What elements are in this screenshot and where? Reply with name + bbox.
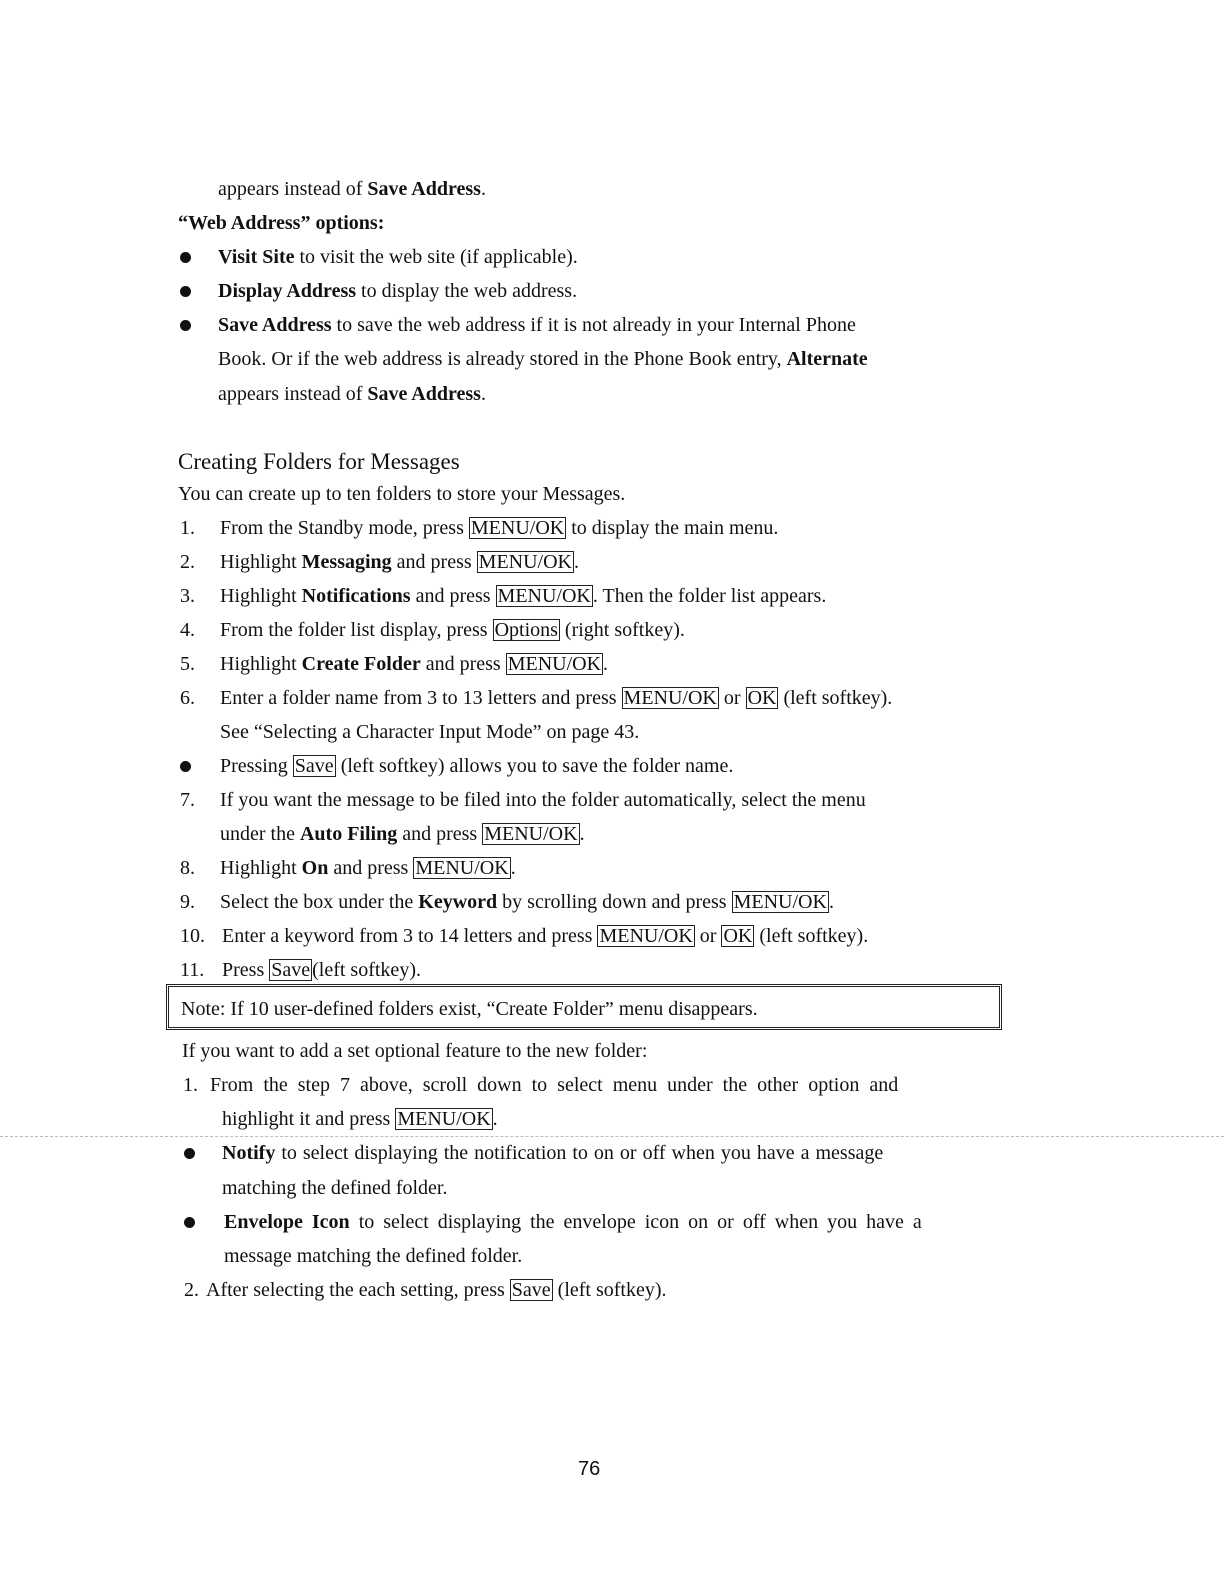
menu-ok-key: MENU/OK (484, 823, 578, 845)
step-11 (222, 958, 421, 982)
step-10 (222, 924, 868, 948)
text: Pressing (220, 755, 293, 777)
text: . (579, 823, 585, 845)
text: Press (222, 959, 270, 981)
text: (left softkey) allows you to save the folder name. (335, 755, 734, 777)
text: After selecting the each setting, press (206, 1279, 510, 1301)
step-7-continuation (220, 822, 585, 846)
bold-term: Visit Site (218, 246, 295, 268)
save-key: Save (294, 755, 334, 777)
text: (left softkey). (312, 959, 421, 981)
bold-term: Envelope Icon (224, 1211, 350, 1233)
text: Highlight (220, 857, 302, 879)
text: From the folder list display, press (220, 619, 493, 641)
text: and press (391, 551, 477, 573)
text: . (480, 178, 486, 200)
step-number: 3. (180, 585, 195, 607)
text: appears instead of (218, 178, 368, 200)
menu-ok-key: MENU/OK (397, 1108, 491, 1130)
text: Highlight (220, 653, 302, 675)
ok-key: OK (747, 687, 777, 709)
step-6 (220, 686, 892, 710)
text: Select the box under the (220, 891, 419, 913)
text: to select displaying the notification to on or off when you have a message (275, 1142, 884, 1164)
bullet-continuation (218, 347, 868, 371)
bold-term: Keyword (418, 891, 498, 913)
bold-term: Alternate (786, 348, 868, 370)
text: Enter a keyword from 3 to 14 letters and press (222, 925, 598, 947)
bullet-icon (180, 761, 191, 772)
bullet-icon (184, 1217, 195, 1228)
step-4 (220, 618, 685, 642)
menu-ok-key: MENU/OK (415, 857, 509, 879)
bold-term: Auto Filing (299, 823, 398, 845)
section-intro: You can create up to ten folders to store your Messages. (178, 483, 626, 505)
bullet-item (218, 245, 578, 269)
text: . (828, 891, 834, 913)
bold-term: Save Address (367, 178, 481, 200)
menu-ok-key: MENU/OK (599, 925, 693, 947)
text: Book. Or if the web address is already stored in the Phone Book entry, (218, 348, 787, 370)
text: to display the web address. (356, 280, 578, 302)
text: or (694, 925, 722, 947)
text: and press (328, 857, 414, 879)
step-number: 4. (180, 619, 195, 641)
text: (left softkey). (552, 1279, 667, 1301)
text: . (492, 1108, 498, 1130)
text: to visit the web site (if applicable). (294, 246, 578, 268)
menu-ok-key: MENU/OK (623, 687, 717, 709)
text: From the Standby mode, press (220, 517, 469, 539)
step-2 (220, 550, 579, 574)
options-heading: “Web Address” options: (178, 212, 385, 234)
envelope-continuation: message matching the defined folder. (224, 1245, 523, 1267)
step-number: 6. (180, 687, 195, 709)
step-3 (220, 584, 826, 608)
text: under the (220, 823, 300, 845)
bold-term: Notifications (301, 585, 411, 607)
text: by scrolling down and press (497, 891, 732, 913)
bullet-item (220, 754, 733, 778)
save-key: Save (271, 959, 311, 981)
optional-intro: If you want to add a set optional feature to the new folder: (182, 1040, 648, 1062)
text: (left softkey). (778, 687, 893, 709)
section-title: Creating Folders for Messages (178, 449, 460, 474)
menu-ok-key: MENU/OK (733, 891, 827, 913)
notify-item (222, 1141, 883, 1165)
text: Highlight (220, 551, 302, 573)
bold-term: Create Folder (301, 653, 421, 675)
step-number: 1. (180, 517, 195, 539)
text: highlight it and press (222, 1108, 396, 1130)
step-1 (220, 516, 778, 540)
text: . Then the folder list appears. (592, 585, 827, 607)
step-number: 2. (184, 1279, 199, 1301)
text: and press (420, 653, 506, 675)
menu-ok-key: MENU/OK (470, 517, 565, 539)
text: or (718, 687, 746, 709)
step-number: 9. (180, 891, 195, 913)
text: to display the main menu. (566, 517, 779, 539)
text: and press (397, 823, 483, 845)
ok-key: OK (723, 925, 753, 947)
bullet-icon (180, 286, 191, 297)
scan-rule (0, 1136, 1224, 1137)
bold-term: On (301, 857, 329, 879)
text: Highlight (220, 585, 302, 607)
bold-term: Display Address (218, 280, 357, 302)
menu-ok-key: MENU/OK (497, 585, 591, 607)
bullet-icon (180, 320, 191, 331)
step-5 (220, 652, 608, 676)
step-6-continuation: See “Selecting a Character Input Mode” on page 43. (220, 721, 640, 743)
step-number: 7. (180, 789, 195, 811)
bullet-item (218, 313, 856, 337)
step-number: 8. (180, 857, 195, 879)
bold-term: Save Address (367, 383, 481, 405)
optional-step-2 (206, 1278, 667, 1302)
bold-term: Save Address (218, 314, 332, 336)
step-number: 1. (183, 1074, 198, 1096)
page-number: 76 (578, 1458, 601, 1480)
envelope-item (224, 1210, 922, 1234)
text: . (510, 857, 516, 879)
options-key: Options (494, 619, 558, 641)
text-line (218, 177, 486, 201)
step-number: 5. (180, 653, 195, 675)
bullet-icon (184, 1148, 195, 1159)
bold-term: Messaging (301, 551, 392, 573)
text: . (603, 653, 609, 675)
bullet-continuation (218, 382, 486, 406)
bullet-icon (180, 252, 191, 263)
text: appears instead of (218, 383, 368, 405)
step-number: 11. (180, 959, 205, 981)
step-8 (220, 856, 516, 880)
note-text: Note: If 10 user-defined folders exist, “Create Folder” menu disappears. (181, 998, 758, 1020)
text: Enter a folder name from 3 to 13 letters and press (220, 687, 622, 709)
step-9 (220, 890, 834, 914)
text: . (480, 383, 486, 405)
save-key: Save (511, 1279, 551, 1301)
notify-continuation: matching the defined folder. (222, 1177, 448, 1199)
text: (left softkey). (754, 925, 869, 947)
step-7: If you want the message to be filed into the folder automatically, select the menu (220, 789, 866, 811)
bullet-item (218, 279, 577, 303)
menu-ok-key: MENU/OK (478, 551, 572, 573)
step-number: 2. (180, 551, 195, 573)
menu-ok-key: MENU/OK (507, 653, 602, 675)
optional-step-1: From the step 7 above, scroll down to select menu under the other option and (210, 1074, 899, 1096)
text: to save the web address if it is not already in your Internal Phone (331, 314, 856, 336)
bold-term: Notify (222, 1142, 276, 1164)
note-box (166, 984, 1002, 1030)
step-number: 10. (180, 925, 205, 947)
text: . (574, 551, 579, 573)
optional-step-1-continuation (222, 1107, 498, 1131)
text: (right softkey). (559, 619, 685, 641)
text: and press (410, 585, 496, 607)
text: to select displaying the envelope icon on or off when you have a (349, 1211, 922, 1233)
